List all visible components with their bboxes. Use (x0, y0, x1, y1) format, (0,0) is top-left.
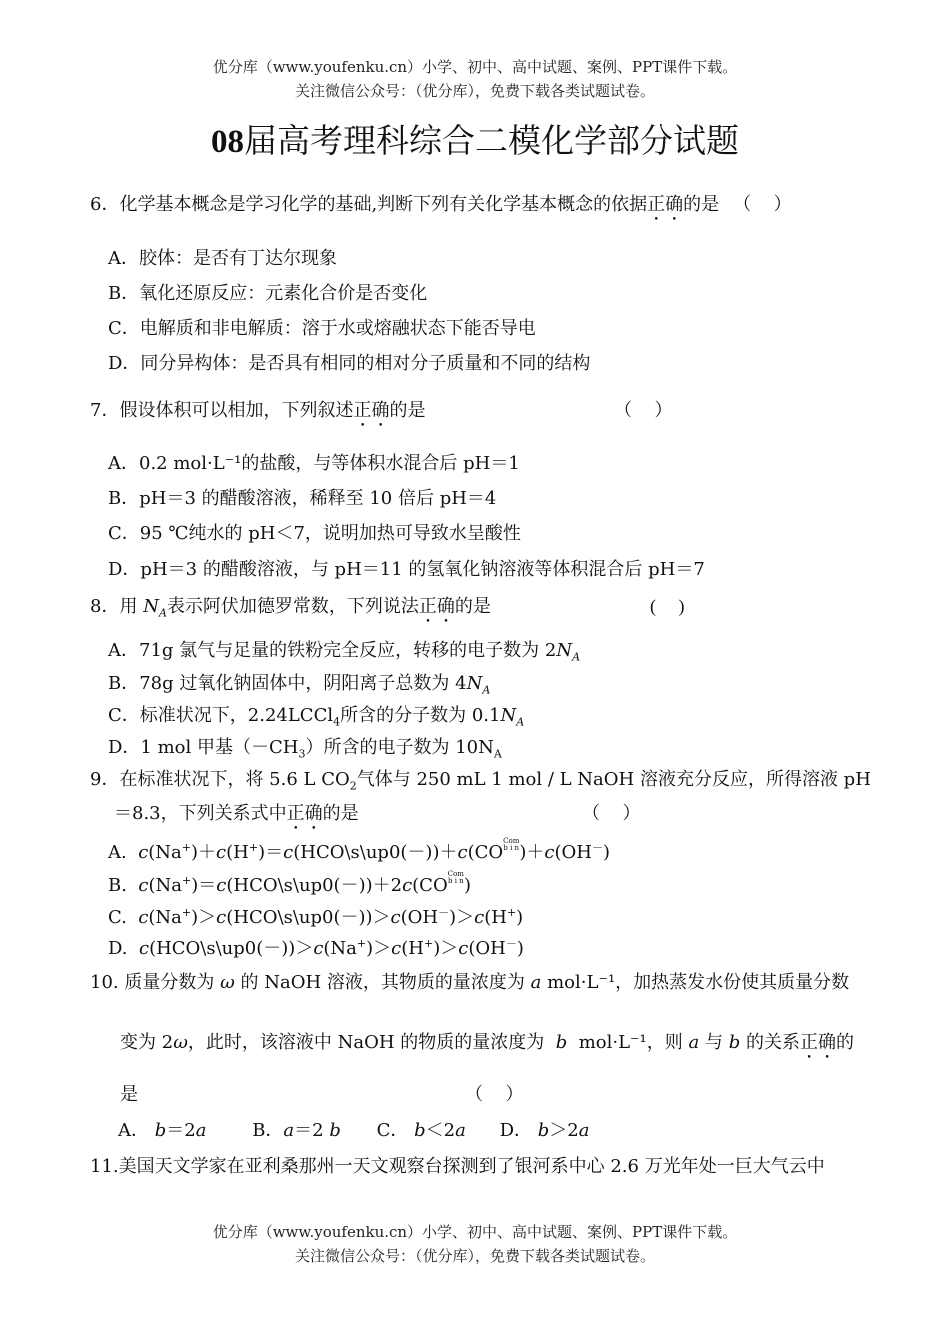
q10-emphasis: 正确 (799, 1032, 836, 1053)
q10-l2c: mol·L⁻¹，则 (578, 1032, 683, 1053)
q7-tail: 的是 (389, 400, 426, 421)
q9-stem-1a: 9．在标准状况下，将 5.6 L CO (90, 769, 350, 790)
q10-opt-a-label: A． (118, 1120, 149, 1141)
q9-b-label: B. (108, 875, 127, 896)
q8-answer-paren: ( ) (650, 596, 685, 616)
q9-a-label: A. (108, 842, 127, 863)
q9-b-hco: (HCO\s\up0(－)) (226, 875, 373, 896)
q8-optd-sub: A (493, 747, 502, 761)
q10-l1b: 的 NaOH 溶液，其物质的量浓度为 (240, 972, 525, 993)
question-10-line-2 (120, 1028, 854, 1063)
q8-tail: 的是 (454, 596, 491, 617)
q9-emphasis: 正确 (286, 803, 323, 824)
q6-stem-text: 6．化学基本概念是学习化学的基础,判断下列有关化学基本概念的依据 (90, 194, 648, 215)
q10-l1a: 10. 质量分数为 (90, 972, 215, 993)
q10-omega: ω (220, 972, 235, 993)
q10-l2e: 的关系 (745, 1032, 800, 1053)
q7-option-c: C．95 ℃纯水的 pH＜7，说明加热可导致水呈酸性 (108, 523, 521, 544)
q7-option-d: D．pH＝3 的醋酸溶液，与 pH＝11 的氢氧化钠溶液等体积混合后 pH＝7 (108, 559, 705, 580)
q9-a-co3 (503, 838, 519, 852)
q6-tail: 的是 (683, 194, 720, 215)
q8-option-a (108, 636, 580, 662)
q6-option-c: C．电解质和非电解质：溶于水或熔融状态下能否导电 (108, 318, 536, 339)
header-line-2: 关注微信公众号：（优分库），免费下载各类试题试卷。 (294, 82, 655, 100)
q10-b-2: b (728, 1032, 741, 1053)
page-title (0, 115, 950, 162)
q10-a: a (530, 972, 542, 993)
q9-b-co-bot: b i n (447, 877, 464, 885)
q10-opt-d-label: D． (499, 1120, 533, 1141)
q6-option-d: D．同分异构体：是否具有相同的相对分子质量和不同的结构 (108, 353, 591, 374)
q8-optc-sub: A (516, 715, 525, 729)
q6-answer-paren: （ ） (733, 194, 792, 214)
q9-option-c: C. c(Na+)＞c(HCO\s\up0(－))＞c(OH－)＞c(H+) (108, 906, 524, 928)
q10-opt-b-label: B． (252, 1120, 284, 1141)
q8-optc-text: C．标准状况下，2.24LCCl (108, 705, 334, 726)
q8-opta-n: N (556, 640, 573, 661)
question-10-line-1 (90, 968, 849, 994)
q9-a-co-bot: b i n (503, 844, 520, 852)
question-8-stem (90, 592, 491, 627)
q10-l1c: mol·L⁻¹，加热蒸发水份使其质量分数 (547, 972, 850, 993)
q8-na: N (143, 596, 159, 617)
q9-a-co-top: Com (503, 837, 520, 845)
q9-tail: 的是 (322, 803, 359, 824)
q6-emphasis: 正确 (647, 194, 684, 215)
q10-l2a: 变为 2 (120, 1032, 174, 1053)
q9-d-hco: (HCO\s\up0(－)) (149, 938, 296, 959)
q9-option-d: D. c(HCO\s\up0(－))＞c(Na+)＞c(H+)＞c(OH－) (108, 937, 524, 959)
q8-optc-mid: 所含的分子数为 0.1 (340, 705, 501, 726)
q8-number: 8．用 (90, 596, 144, 617)
q7-option-b: B．pH＝3 的醋酸溶液，稀释至 10 倍后 pH＝4 (108, 488, 497, 509)
q8-option-d (108, 733, 502, 759)
q7-stem-text: 7．假设体积可以相加，下列叙述 (90, 400, 354, 421)
q7-emphasis: 正确 (353, 400, 390, 421)
q8-optc-sub4: 4 (333, 715, 341, 729)
footer-line-1: 优分库（www.youfenku.cn）小学、初中、高中试题、案例、PPT课件下载。 (212, 1223, 738, 1241)
q9-stem-1b: 气体与 250 mL 1 mol / L NaOH 溶液充分反应，所得溶液 pH (356, 769, 871, 790)
q9-c-hco: (HCO\s\up0(－)) (226, 907, 373, 928)
q10-l2d: 与 (704, 1032, 723, 1053)
q8-optc-n: N (500, 705, 517, 726)
q8-optd-text: D．1 mol 甲基（－CH (108, 737, 299, 758)
q9-a-hco: (HCO\s\up0(－)) (293, 842, 440, 863)
q9-stem-sub: 2 (349, 779, 357, 793)
q8-optd-sub3: 3 (298, 747, 306, 761)
q9-d-label: D. (108, 938, 128, 959)
q8-emphasis: 正确 (418, 596, 455, 617)
q10-omega-2: ω (173, 1032, 188, 1053)
q8-option-c (108, 701, 524, 727)
question-11-stem: 11.美国天文学家在亚利桑那州一天文观察台探测到了银河系中心 2.6 万光年处一巨大气云中 (90, 1156, 825, 1177)
q9-option-a: A. c(Na+)＋c(H+)＝c(HCO\s\up0(－))＋c(COCom b i n)＋c(OH－) (108, 837, 610, 863)
question-9-stem-line-2 (114, 799, 359, 834)
q9-b-co3 (448, 871, 464, 885)
q8-optd-mid: ）所含的电子数为 10N (305, 737, 494, 758)
header-line-1: 优分库（www.youfenku.cn）小学、初中、高中试题、案例、PPT课件下载。 (212, 58, 738, 76)
q9-option-b: B. c(Na+)＝c(HCO\s\up0(－))＋2c(COCom b i n) (108, 870, 471, 896)
q8-opta-sub: A (572, 650, 581, 664)
q10-a-2: a (688, 1032, 700, 1053)
q8-option-b (108, 669, 490, 695)
title-rest: 届高考理科综合二模化学部分试题 (244, 121, 739, 160)
question-6-stem (90, 190, 792, 225)
q10-options: A． b＝2a B．a＝2 b C． b＜2a D． b＞2a (118, 1120, 590, 1141)
q9-answer-paren: （ ） (582, 803, 641, 823)
q10-l2b: ，此时，该溶液中 NaOH 的物质的量浓度为 (187, 1032, 545, 1053)
q7-answer-paren: （ ） (614, 400, 673, 420)
question-9-stem-line-1 (90, 765, 871, 791)
question-7-stem (90, 396, 425, 431)
q8-na-sub: A (158, 606, 167, 620)
q8-optb-text: B．78g 过氧化钠固体中，阴阳离子总数为 4 (108, 673, 467, 694)
q8-stem-text: 表示阿伏加德罗常数，下列说法 (166, 596, 419, 617)
q10-answer-paren: （ ） (465, 1084, 524, 1104)
q8-optb-sub: A (482, 683, 491, 697)
q9-b-co-top: Com (447, 870, 464, 878)
q9-c-label: C. (108, 907, 127, 928)
q8-optb-n: N (466, 673, 483, 694)
q8-opta-text: A．71g 氯气与足量的铁粉完全反应，转移的电子数为 2 (108, 640, 557, 661)
q6-option-a: A．胶体：是否有丁达尔现象 (108, 248, 337, 269)
q10-b: b (555, 1032, 568, 1053)
title-prefix: 08 (211, 124, 244, 160)
footer-line-2: 关注微信公众号：（优分库），免费下载各类试题试卷。 (294, 1247, 655, 1265)
q10-opt-c-label: C． (376, 1120, 409, 1141)
q7-option-a: A．0.2 mol·L⁻¹的盐酸，与等体积水混合后 pH＝1 (108, 453, 520, 474)
q6-option-b: B．氧化还原反应：元素化合价是否变化 (108, 283, 428, 304)
question-10-line-3: 是 (120, 1084, 138, 1105)
q9-stem-2: ＝8.3，下列关系式中 (114, 803, 287, 824)
q10-tail: 的 (835, 1032, 854, 1053)
